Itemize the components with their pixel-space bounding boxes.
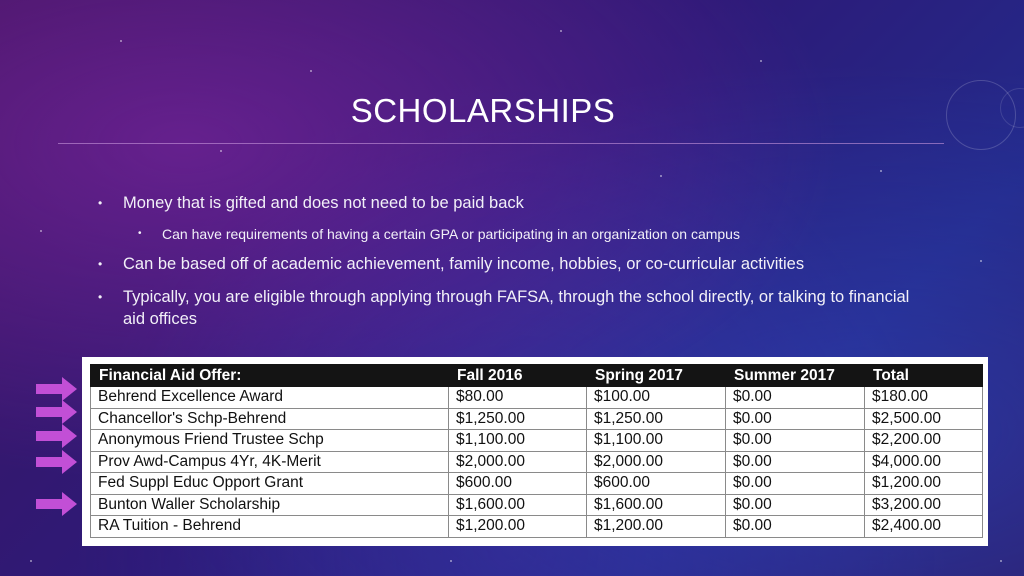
table-cell: $1,200.00 xyxy=(449,516,587,538)
bullet-dot: • xyxy=(98,257,103,271)
table-cell: Prov Awd-Campus 4Yr, 4K-Merit xyxy=(91,451,449,473)
column-header: Financial Aid Offer: xyxy=(91,365,449,387)
bullet-dot: • xyxy=(138,228,142,239)
table-cell: $0.00 xyxy=(726,494,865,516)
table-cell: $3,200.00 xyxy=(865,494,983,516)
table-header-row xyxy=(91,365,983,387)
table-row xyxy=(91,430,983,452)
table-cell: $1,600.00 xyxy=(587,494,726,516)
column-header: Fall 2016 xyxy=(449,365,587,387)
bullet-dot: • xyxy=(98,290,103,304)
table-row xyxy=(91,387,983,409)
table-cell: $1,200.00 xyxy=(865,473,983,495)
table-cell: $4,000.00 xyxy=(865,451,983,473)
table-cell: $0.00 xyxy=(726,408,865,430)
column-header: Total xyxy=(865,365,983,387)
financial-aid-table xyxy=(90,364,983,538)
table-cell: $1,250.00 xyxy=(449,408,587,430)
table-row xyxy=(91,451,983,473)
table-cell: $0.00 xyxy=(726,387,865,409)
table-cell: RA Tuition - Behrend xyxy=(91,516,449,538)
bullet-text: Money that is gifted and does not need to be paid back xyxy=(123,194,524,212)
bullet-text: Can have requirements of having a certain GPA or participating in an organization on campus xyxy=(162,226,740,242)
table-cell: $0.00 xyxy=(726,473,865,495)
table-cell: Bunton Waller Scholarship xyxy=(91,494,449,516)
table-cell: $1,600.00 xyxy=(449,494,587,516)
table-cell: Behrend Excellence Award xyxy=(91,387,449,409)
financial-aid-table-image xyxy=(82,357,988,546)
table-cell: $1,100.00 xyxy=(449,430,587,452)
table-row xyxy=(91,408,983,430)
column-header: Summer 2017 xyxy=(726,365,865,387)
table-cell: Chancellor's Schp-Behrend xyxy=(91,408,449,430)
right-arrow-icon xyxy=(36,490,78,518)
table-cell: $2,000.00 xyxy=(449,451,587,473)
right-arrow-icon xyxy=(36,448,78,476)
right-arrow-icon xyxy=(36,422,78,450)
bullet-item xyxy=(98,192,918,214)
bullet-item xyxy=(98,286,918,330)
table-cell: $1,100.00 xyxy=(587,430,726,452)
table-cell: $180.00 xyxy=(865,387,983,409)
table-cell: $600.00 xyxy=(449,473,587,495)
table-cell: $80.00 xyxy=(449,387,587,409)
bullet-text: Typically, you are eligible through applying through FAFSA, through the school directly, or talking to financial aid offices xyxy=(123,288,910,328)
table-cell: $2,000.00 xyxy=(587,451,726,473)
table-row xyxy=(91,473,983,495)
table-cell: Fed Suppl Educ Opport Grant xyxy=(91,473,449,495)
sub-bullet-item xyxy=(138,223,918,245)
table-cell: Anonymous Friend Trustee Schp xyxy=(91,430,449,452)
table-cell: $1,200.00 xyxy=(587,516,726,538)
table-cell: $1,250.00 xyxy=(587,408,726,430)
table-cell: $600.00 xyxy=(587,473,726,495)
table-cell: $2,200.00 xyxy=(865,430,983,452)
table-cell: $100.00 xyxy=(587,387,726,409)
table-cell: $2,500.00 xyxy=(865,408,983,430)
column-header: Spring 2017 xyxy=(587,365,726,387)
table-cell: $2,400.00 xyxy=(865,516,983,538)
title-divider xyxy=(58,143,944,144)
table-cell: $0.00 xyxy=(726,516,865,538)
table-row xyxy=(91,516,983,538)
bullet-list xyxy=(98,192,918,341)
slide-title: SCHOLARSHIPS xyxy=(350,92,616,129)
bullet-dot: • xyxy=(98,196,103,210)
bullet-item xyxy=(98,253,918,275)
table-row xyxy=(91,494,983,516)
table-cell: $0.00 xyxy=(726,430,865,452)
bullet-text: Can be based off of academic achievement, family income, hobbies, or co-curricular activities xyxy=(123,255,805,273)
table-cell: $0.00 xyxy=(726,451,865,473)
